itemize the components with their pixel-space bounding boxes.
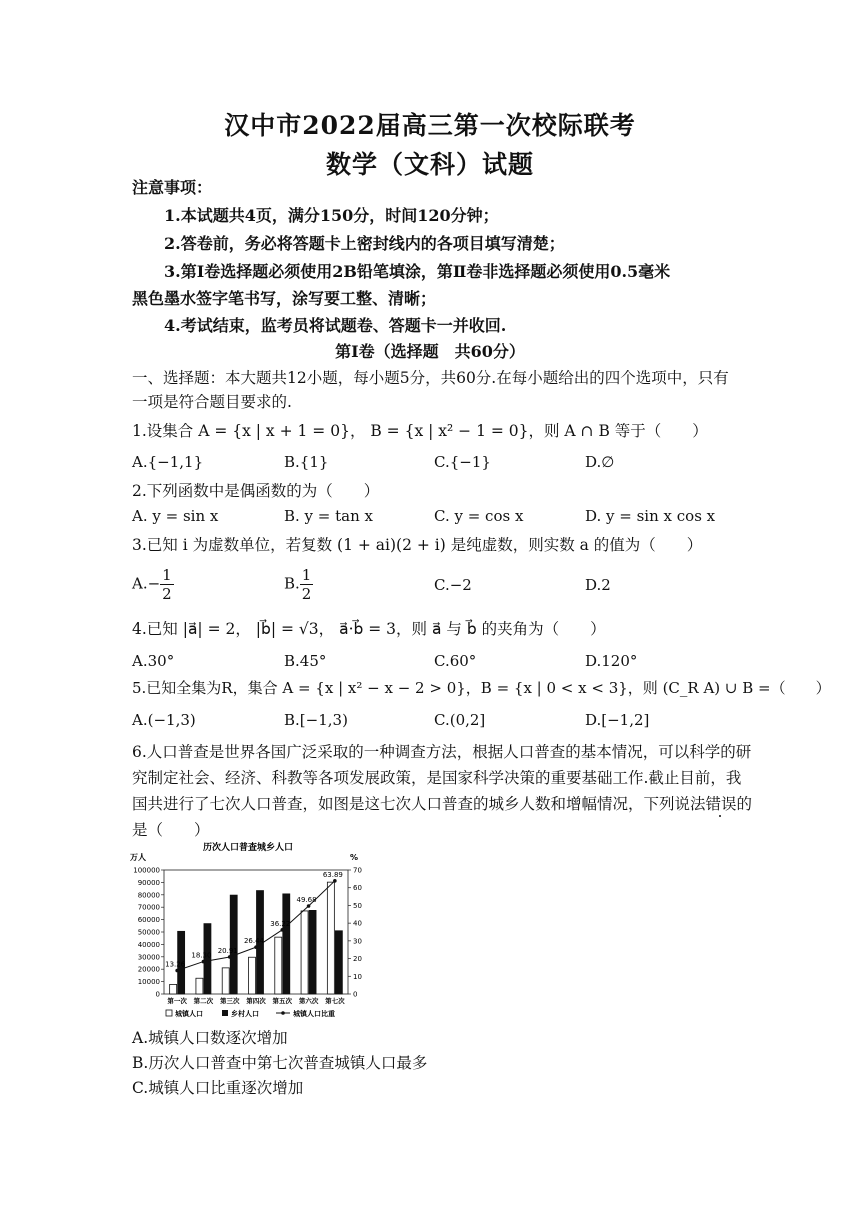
legend-urban-swatch: [166, 1010, 172, 1016]
question-6-line-3: [132, 794, 752, 814]
ratio-data-label: 36.22: [270, 919, 291, 928]
left-tick-label: 10000: [137, 978, 160, 987]
q3-option-b-fraction: [300, 566, 314, 603]
category-label: 第七次: [325, 997, 345, 1005]
q5-option-b: B.[−1,3): [284, 711, 348, 729]
q6-line3-end: 的: [736, 795, 753, 813]
left-tick-label: 30000: [137, 953, 160, 962]
left-tick-label: 0: [155, 990, 160, 999]
rural-bar: [309, 910, 316, 994]
question-4-stem: 4.已知 |a⃗| = 2， |b⃗| = √3， a⃗·b⃗ = 3，则 a⃗ 与 b⃗ 的夹角为（ ）: [132, 620, 606, 638]
ratio-data-label: 13.26: [165, 960, 186, 969]
left-tick-label: 60000: [137, 916, 160, 925]
q4-option-b: B.45°: [284, 652, 327, 670]
right-tick-label: 60: [353, 884, 362, 893]
q1-option-a: A.{−1,1}: [132, 453, 204, 471]
section-title: 第Ⅰ卷（选择题 共60分）: [335, 342, 525, 361]
note-item-1: 1.本试题共4页，满分150分，时间120分钟；: [164, 206, 499, 225]
q4-option-d: D.120°: [585, 652, 638, 670]
urban-ratio-point: [202, 960, 206, 964]
left-tick-label: 70000: [137, 903, 160, 912]
chart-title: 历次人口普查城乡人口: [202, 843, 294, 853]
chart-plot-area: [133, 867, 362, 1019]
population-census-chart: [118, 838, 370, 1024]
q5-option-d: D.[−1,2]: [585, 711, 650, 729]
note-item-4: 4.考试结束，监考员将试题卷、答题卡一并收回.: [164, 316, 507, 335]
legend-ratio-marker: [281, 1011, 285, 1015]
q6-option-a: A.城镇人口数逐次增加: [132, 1029, 288, 1047]
q3-a-denominator: 2: [162, 585, 172, 603]
rural-bar: [283, 894, 290, 994]
q3-option-a-prefix: A.−: [132, 574, 161, 593]
category-label: 第五次: [272, 997, 293, 1005]
urban-ratio-point: [333, 879, 337, 883]
exam-title: 汉中市2022届高三第一次校际联考: [224, 111, 636, 140]
question-1-stem: 1.设集合 A = {x | x + 1 = 0}， B = {x | x² − 1 = 0}，则 A ∩ B 等于（ ）: [132, 422, 708, 440]
left-tick-label: 20000: [137, 965, 160, 974]
legend-rural-swatch: [222, 1010, 228, 1016]
q2-option-c: C. y = cos x: [434, 507, 524, 525]
left-tick-label: 50000: [137, 928, 160, 937]
urban-ratio-point: [254, 945, 258, 949]
q6-emphasis-word: 错误: [705, 795, 737, 813]
q2-option-a: A. y = sin x: [132, 507, 219, 525]
q3-option-c: C.−2: [434, 576, 472, 594]
legend-urban-label: 城镇人口: [175, 1010, 203, 1018]
right-tick-label: 0: [353, 990, 358, 999]
ratio-data-label: 26.44: [243, 937, 265, 946]
q1-option-d: D.∅: [585, 453, 615, 471]
urban-bar: [275, 937, 282, 994]
question-3-stem: 3.已知 i 为虚数单位，若复数 (1 + ai)(2 + i) 是纯虚数，则实数 a 的值为（ ）: [132, 536, 703, 554]
left-tick-label: 80000: [137, 891, 160, 900]
q3-a-numerator: 1: [162, 566, 172, 584]
rural-bar: [335, 931, 342, 994]
urban-ratio-point: [175, 969, 179, 973]
right-tick-label: 10: [353, 972, 362, 981]
q3-b-numerator: 1: [301, 566, 312, 584]
q3-option-a: [132, 566, 174, 603]
q6-line3-text: 国共进行了七次人口普查，如图是这七次人口普查的城乡人数和增幅情况，下列说法: [132, 795, 706, 813]
urban-bar: [327, 882, 334, 994]
rural-bar: [230, 895, 237, 994]
q2-option-b: B. y = tan x: [284, 507, 373, 525]
notes-heading: 注意事项：: [132, 178, 213, 197]
ratio-data-label: 18.30: [191, 951, 212, 960]
right-tick-label: 70: [353, 866, 362, 875]
left-tick-label: 90000: [137, 878, 160, 887]
q5-option-a: A.(−1,3): [132, 711, 196, 729]
question-6-line-1: 6.人口普查是世界各国广泛采取的一种调查方法，根据人口普查的基本情况，可以科学的研: [132, 743, 752, 761]
urban-ratio-point: [280, 928, 284, 932]
ratio-data-label: 49.68: [296, 895, 317, 904]
q3-option-d: D.2: [585, 576, 611, 594]
q1-option-c: C.{−1}: [434, 453, 491, 471]
category-label: 第四次: [246, 997, 266, 1005]
section-instructions-2: 一项是符合题目要求的.: [132, 393, 292, 411]
category-label: 第二次: [193, 997, 214, 1005]
urban-bar: [301, 911, 308, 994]
urban-bar: [196, 978, 203, 994]
urban-ratio-point: [307, 904, 311, 908]
left-tick-label: 40000: [137, 940, 160, 949]
urban-bar: [222, 968, 229, 994]
q6-option-b: B.历次人口普查中第七次普查城镇人口最多: [132, 1054, 428, 1072]
urban-ratio-point: [228, 955, 232, 959]
ratio-data-label: 20.91: [217, 946, 238, 955]
q2-option-d: D. y = sin x cos x: [585, 507, 716, 525]
note-item-3: 3.第Ⅰ卷选择题必须使用2B铅笔填涂，第Ⅱ卷非选择题必须使用0.5毫米: [164, 262, 671, 281]
note-item-2: 2.答卷前，务必将答题卡上密封线内的各项目填写清楚；: [164, 234, 565, 253]
urban-bar: [170, 984, 177, 994]
left-tick-label: 100000: [133, 866, 160, 875]
right-tick-label: 50: [353, 901, 362, 910]
ratio-data-label: 63.89: [322, 870, 343, 879]
question-6-line-2: 究制定社会、经济、科教等各项发展政策，是国家科学决策的重要基础工作.截止目前，我: [132, 769, 742, 787]
exam-subtitle: 数学（文科）试题: [325, 150, 534, 179]
q5-option-c: C.(0,2]: [434, 711, 486, 729]
right-tick-label: 20: [353, 955, 362, 964]
legend-rural-label: 乡村人口: [231, 1010, 259, 1018]
right-tick-label: 30: [353, 937, 362, 946]
category-label: 第三次: [219, 997, 240, 1005]
q3-option-a-fraction: [160, 566, 174, 603]
q3-option-b-prefix: B.: [284, 574, 300, 593]
category-label: 第六次: [298, 997, 319, 1005]
q4-option-c: C.60°: [434, 652, 477, 670]
q3-option-b: [284, 566, 313, 603]
question-5-stem: 5.已知全集为R，集合 A = {x | x² − x − 2 > 0}，B = {x | 0 < x < 3}，则 (C_R A) ∪ B =（ ）: [132, 679, 831, 697]
urban-bar: [249, 957, 256, 994]
question-6-line-4: 是（ ）: [132, 821, 210, 839]
question-2-stem: 2.下列函数中是偶函数的为（ ）: [132, 482, 380, 500]
q3-b-denominator: 2: [301, 585, 312, 603]
right-tick-label: 40: [353, 919, 362, 928]
category-label: 第一次: [167, 997, 187, 1005]
note-item-3-cont: 黑色墨水签字笔书写，涂写要工整、清晰；: [132, 289, 437, 308]
section-instructions-1: 一、选择题：本大题共12小题，每小题5分，共60分.在每小题给出的四个选项中，只有: [132, 369, 729, 387]
chart-ylabel-left: 万人: [130, 853, 146, 862]
legend-ratio-label: 城镇人口比重: [293, 1010, 335, 1018]
chart-frame: [164, 870, 348, 994]
q4-option-a: A.30°: [132, 652, 175, 670]
q6-option-c: C.城镇人口比重逐次增加: [132, 1079, 304, 1097]
q1-option-b: B.{1}: [284, 453, 329, 471]
chart-ylabel-right: %: [350, 853, 359, 862]
